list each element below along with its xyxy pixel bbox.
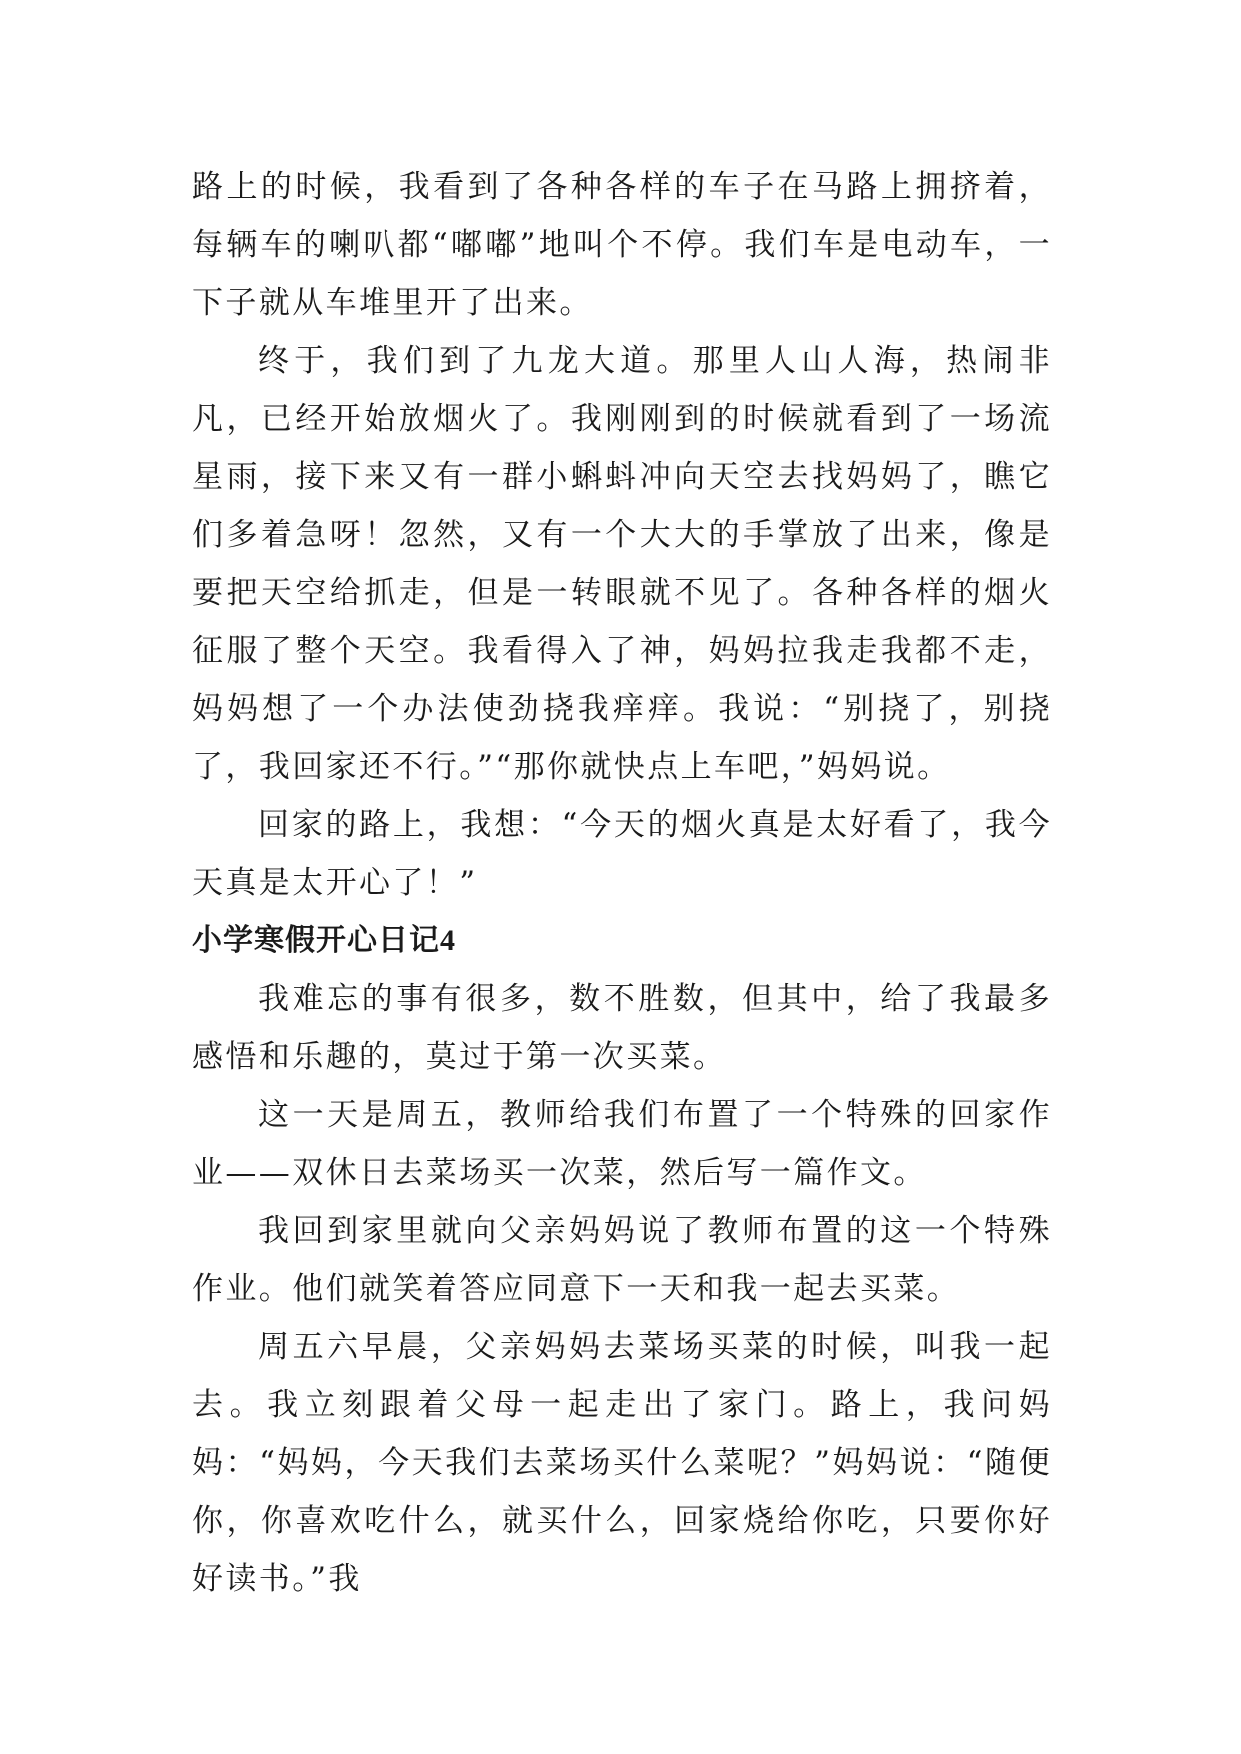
paragraph-7: 周五六早晨，父亲妈妈去菜场买菜的时候，叫我一起去。我立刻跟着父母一起走出了家门。路上，我问妈妈：“妈妈，今天我们去菜场买什么菜呢？”妈妈说：“随便你，你喜欢吃什么，就买什么，回家烧给你吃，只要你好好读书。”我 (192, 1329, 1052, 1597)
paragraph-3: 回家的路上，我想：“今天的烟火真是太好看了，我今天真是太开心了！” (192, 807, 1052, 901)
paragraph-4: 我难忘的事有很多，数不胜数，但其中，给了我最多感悟和乐趣的，莫过于第一次买菜。 (192, 981, 1052, 1075)
paragraph-2: 终于，我们到了九龙大道。那里人山人海，热闹非凡，已经开始放烟火了。我刚刚到的时候就看到了一场流星雨，接下来又有一群小蝌蚪冲向天空去找妈妈了，瞧它们多着急呀！忽然，又有一个大大的手掌放了出来，像是要把天空给抓走，但是一转眼就不见了。各种各样的烟火征服了整个天空。我看得入了神，妈妈拉我走我都不走，妈妈想了一个办法使劲挠我痒痒。我说：“别挠了，别挠了，我回家还不行。”“那你就快点上车吧，”妈妈说。 (192, 343, 1052, 785)
paragraph-6: 我回到家里就向父亲妈妈说了教师布置的这一个特殊作业。他们就笑着答应同意下一天和我一起去买菜。 (192, 1213, 1052, 1307)
paragraph-1: 路上的时候，我看到了各种各样的车子在马路上拥挤着，每辆车的喇叭都“嘟嘟”地叫个不停。我们车是电动车，一下子就从车堆里开了出来。 (192, 169, 1052, 321)
document-body (192, 158, 1052, 1608)
section-heading: 小学寒假开心日记4 (192, 924, 456, 957)
paragraph-5: 这一天是周五，教师给我们布置了一个特殊的回家作业——双休日去菜场买一次菜，然后写一篇作文。 (192, 1097, 1052, 1191)
